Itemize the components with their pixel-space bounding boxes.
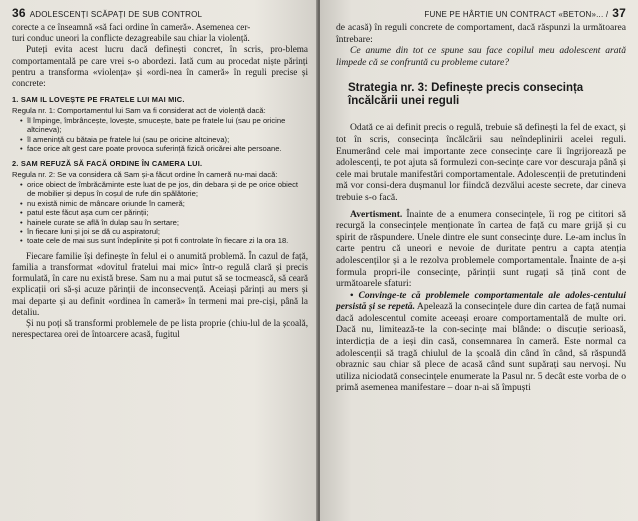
right-paragraph-3 — [336, 290, 626, 394]
list-item: • îl împinge, îmbrâncește, lovește, smucește, bate pe fratele lui (sau pe oricine altcineva); — [20, 116, 308, 135]
right-intro: de acasă) în reguli concrete de comportament, dacă răspunzi la următoarea întrebare: — [336, 22, 626, 45]
rule-1-title: 1. SAM IL LOVEȘTE PE FRATELE LUI MAI MIC. — [12, 95, 185, 105]
left-intro-line-2: turi conduc uneori la conflicte dezagreabile sau chiar la violență. — [12, 33, 250, 44]
warning-label: Avertisment. — [350, 208, 403, 220]
warning-text: Înainte de a enumera consecințele, îi rog pe cititori să recurgă la consecințele menționate în cartea de față cu mare grijă și cu spirit de răspundere. Unele dintre ele sunt consecințe dure. Le-am inclus în carte pentru că uneori e nevoie de duritate pentru a capta atenția adolescenților și a le rezolva problemele comportamentale. Înainte de a-și formula propri-ile consecințe, părinții sunt rugați să țină cont de următoarele sfaturi: — [336, 208, 626, 290]
left-paragraph-2: Fiecare familie își definește în felul ei o anumită problemă. În cazul de față, familia a transformat «dovitul fratelui mai mic» într-o regulă clară și precis formulată, în care nu există brese. Sam nu a mai putut să se tocmească, să ceară explicații ori să-și acuze părinții de inconsecvență. Aceiași părinți au mers și mai departe și au definit «ordinea în cameră» în termeni mai pre-ciși, până la detaliu. — [12, 250, 308, 317]
rule-1-block — [12, 106, 308, 153]
rule-1-list — [12, 116, 308, 154]
left-page-number: 36 — [12, 6, 26, 20]
rule-2-text: Regula nr. 2: Se va considera că Sam și-a făcut ordine în cameră nu-mai dacă: — [12, 170, 278, 180]
strategy-heading: Strategia nr. 3: Definește precis consecința încălcării unei reguli — [348, 82, 584, 108]
right-question: Ce anume din tot ce spune sau face copilul meu adolescent arată limpede că se confruntă cu probleme cutare? — [336, 45, 626, 68]
rule-2-block — [12, 170, 308, 245]
right-paragraph-1: Odată ce ai definit precis o regulă, trebuie să definești la fel de exact, și tot în scris, consecința încălcării sau neîndeplinirii acelei reguli. Enumerând cele mai importante zece consecințe care îi îngrijorează pe adolescenți, te pot ajuta să formulezi con-secințe care vor descuraja până și cele mai brutale manifestări comportamentale. Adolescenții de pretutindeni mă vor consi-dera dușmanul lor fiindcă dezvălui aceste secrete, dar cineva trebuie s-o facă. — [336, 122, 626, 203]
rule-2-list — [12, 180, 308, 246]
left-page — [0, 0, 318, 521]
list-item: • orice obiect de îmbrăcăminte este luat de pe jos, din debara și de pe orice obiect de mobilier și depus în coșul de rufe din spălătorie; — [20, 180, 308, 199]
list-item: • nu există nimic de mâncare oriunde în cameră; — [20, 199, 308, 208]
right-running-head — [336, 6, 626, 22]
tip-text: Apelează la consecințele dure din cartea de față numai dacă adolescentul comite aceeași eroare comportamentală de multe ori. Dacă nu, limitează-te la con-secințe mai blânde: o discuție serioasă, interdicția de a ieși din casă, consemnarea în cameră. Este normal ca adolescenții să tragă chiulul de la școală din când în când, să răspundă obraznic sau chiar să plece de acasă când sunt supărați sau nervoși. Nu utiliza niciodată consecințele enumerate la Pasul nr. 5 decât este vorba de o primă asemenea manifestare – doar n-ai să împuști — [336, 301, 626, 394]
left-intro-line-1: corecte a ce înseamnă «să faci ordine în cameră». Asemenea cer- — [12, 22, 251, 32]
list-item: • face orice alt gest care poate provoca suferință fizică oricărei alte persoane. — [20, 144, 308, 153]
list-item: • îl amenință cu bătaia pe fratele lui (sau pe oricine altcineva); — [20, 135, 308, 144]
right-running-head-title: FUNE PE HÂRTIE UN CONTRACT «BETON»... / — [424, 10, 609, 19]
tip-lead: • Convinge-te că problemele comportamentale ale adoles-centului persistă și se repetă. — [336, 289, 626, 313]
list-item: • hainele curate se află în dulap sau în sertare; — [20, 218, 308, 227]
left-paragraph-3: Și nu poți să transformi problemele de pe lista proprie (chiu-lul de la școală, nerespectarea orei de întoarcere acasă, fugitul — [12, 318, 308, 340]
right-page-number: 37 — [612, 6, 626, 20]
list-item: • toate cele de mai sus sunt îndeplinite și pot fi controlate în fiecare zi la ora 18. — [20, 236, 308, 245]
rule-1-text: Regula nr. 1: Comportamentul lui Sam va fi considerat act de violență dacă: — [12, 106, 266, 116]
right-page — [320, 0, 638, 521]
list-item: • în fiecare luni și joi se dă cu aspiratorul; — [20, 227, 308, 236]
right-paragraph-2 — [336, 209, 626, 290]
left-paragraph-1: Puteți evita acest lucru dacă definești concret, în scris, pro-blema comportamentală pe care vrei s-o abordezi. Iată cum au procedat niște părinți pentru a transforma «violența» și «ordi-nea în cameră» în reguli precise și concrete: — [12, 44, 308, 89]
rule-2-title: 2. SAM REFUZĂ SĂ FACĂ ORDINE ÎN CAMERA LUI. — [12, 159, 203, 169]
left-running-head — [12, 6, 308, 22]
list-item: • patul este făcut așa cum cer părinții; — [20, 208, 308, 217]
left-running-head-title: ADOLESCENȚI SCĂPAȚI DE SUB CONTROL — [29, 10, 203, 19]
